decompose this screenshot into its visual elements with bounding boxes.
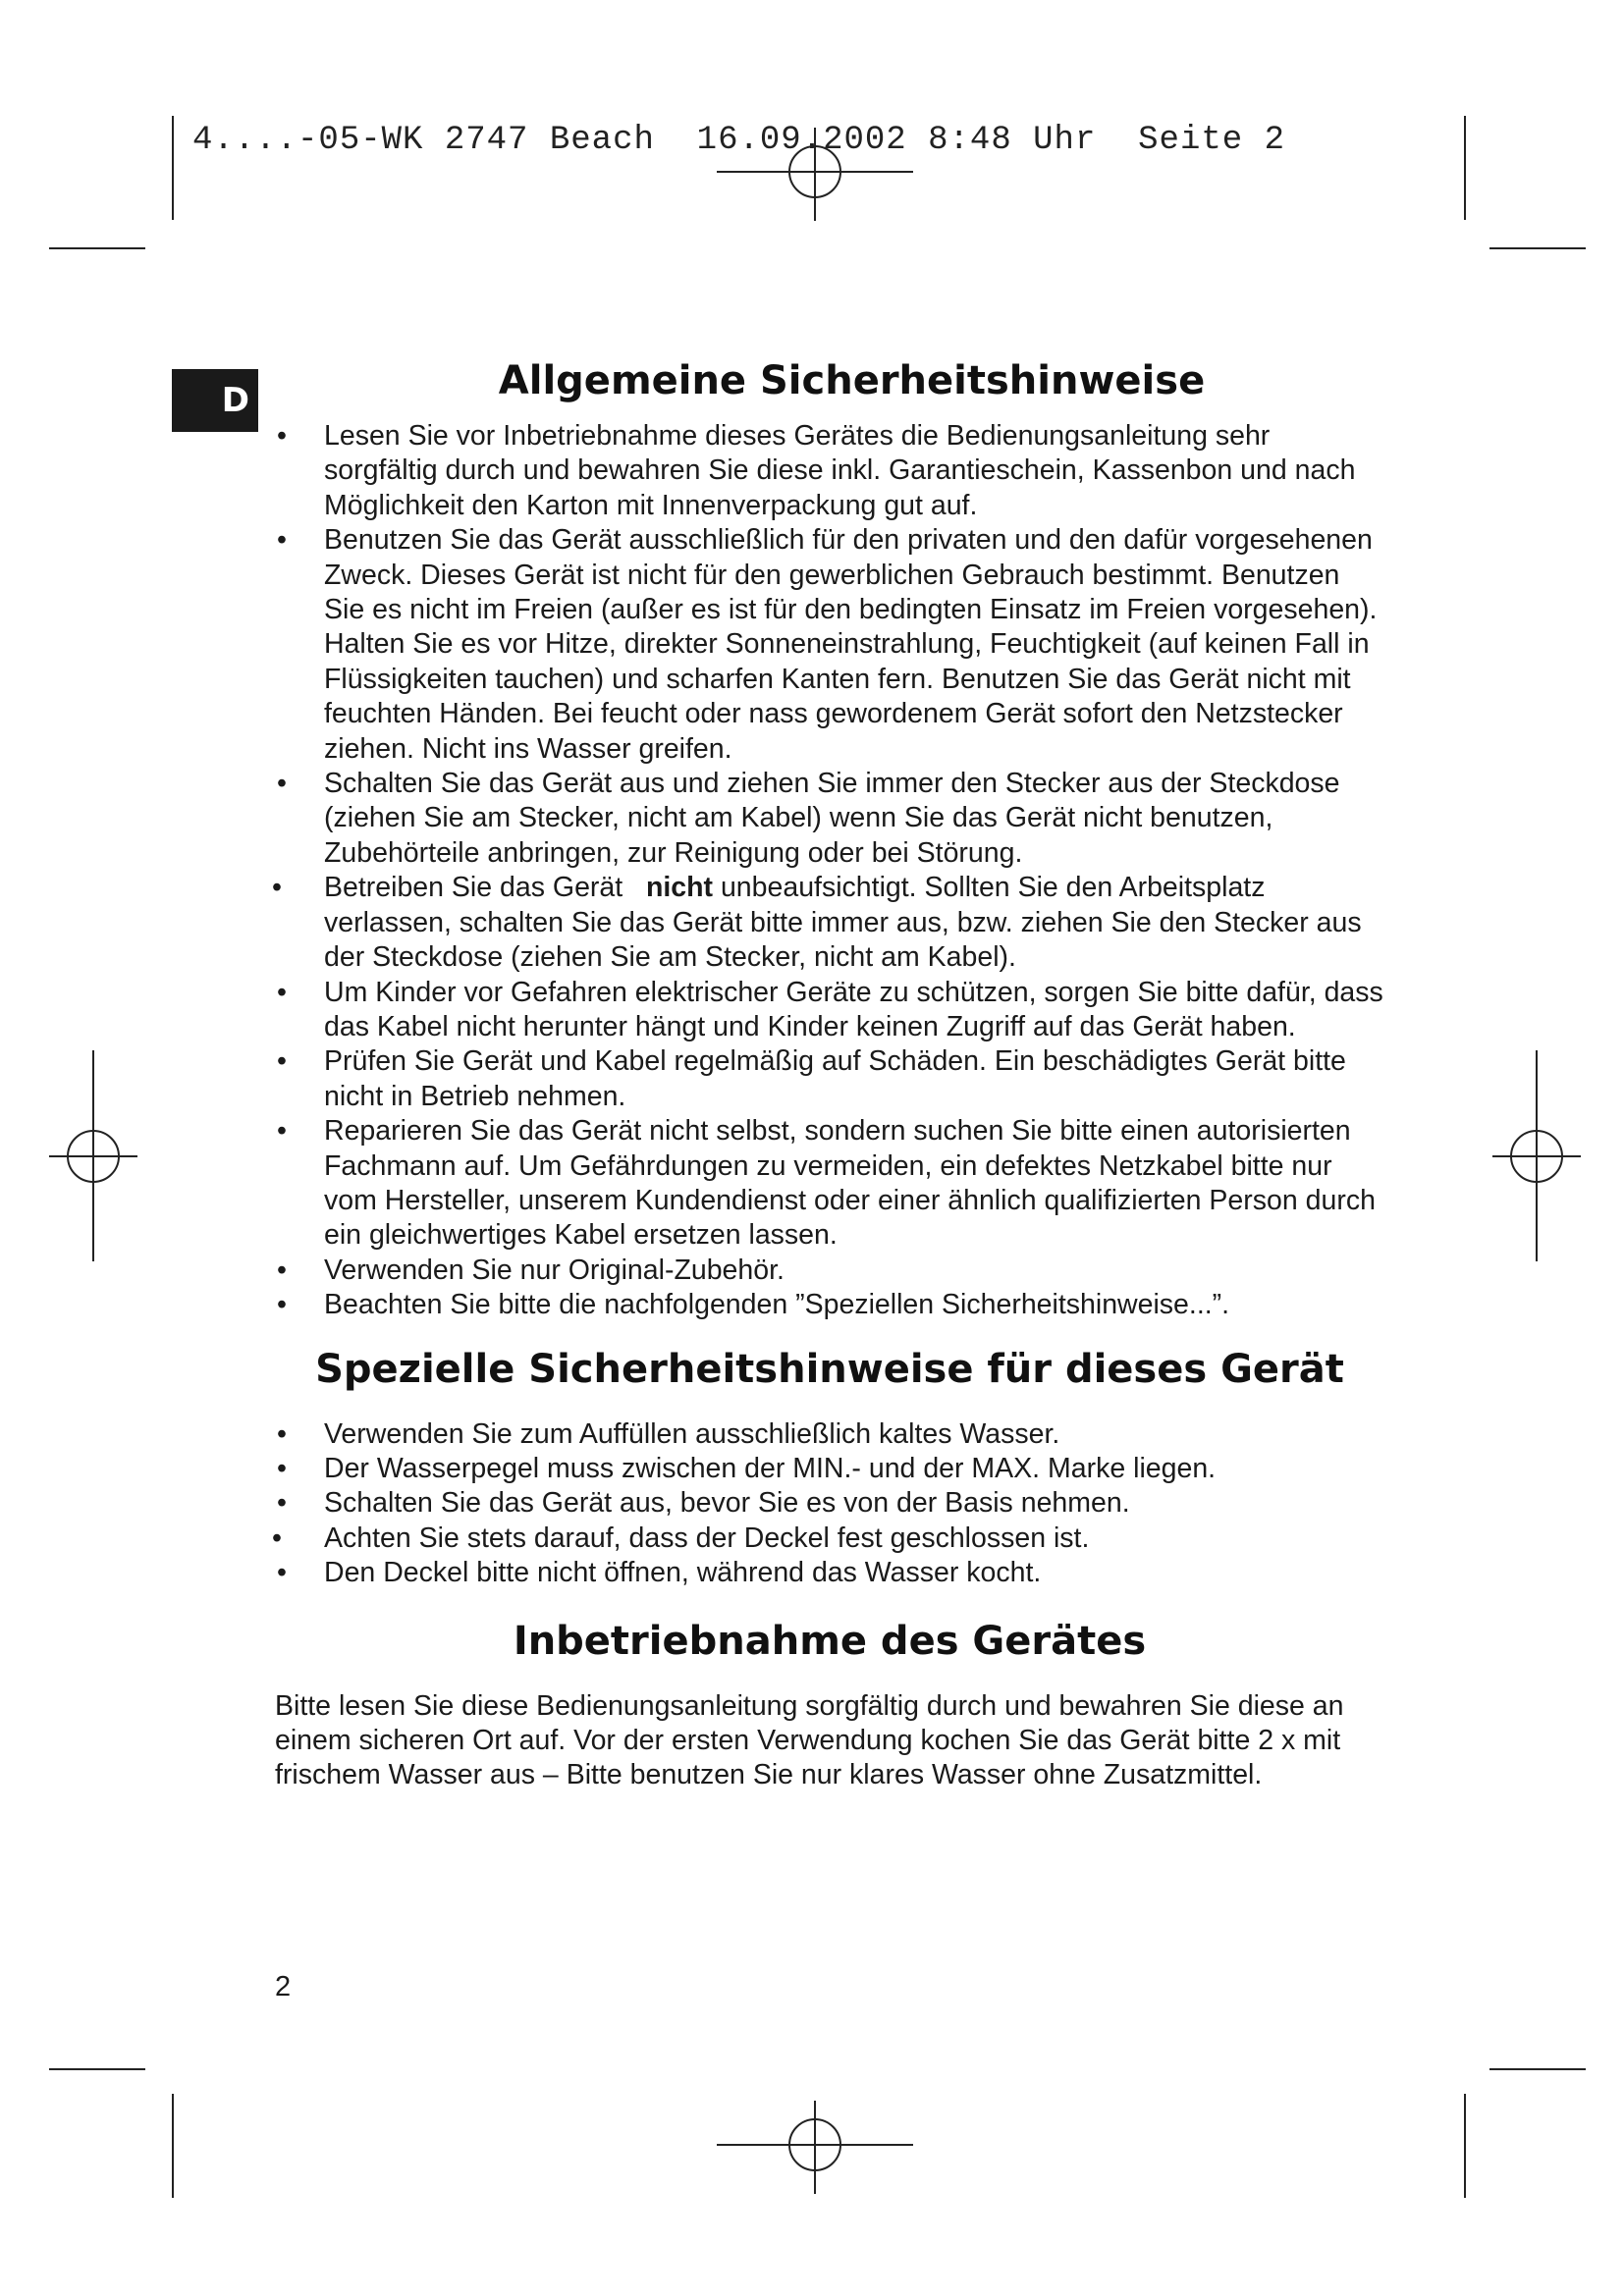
- list-item: • Prüfen Sie Gerät und Kabel regelmäßig auf Schäden. Ein beschädigtes Gerät bitte nicht in Betrieb nehmen.: [275, 1044, 1384, 1114]
- list-item: • Verwenden Sie nur Original-Zubehör.: [275, 1254, 1384, 1288]
- crop-mark: [1489, 247, 1586, 249]
- heading-special-safety: Spezielle Sicherheitshinweise für dieses Gerät: [315, 1346, 1344, 1392]
- special-safety-list: [275, 1417, 1384, 1591]
- item-text: unbeaufsichtigt. Sollten Sie den Arbeitsplatz verlassen, schalten Sie das Gerät bitte immer aus, bzw. ziehen Sie den Stecker aus der Steckdose (ziehen Sie am Stecker, nicht am Kabel).: [324, 872, 1362, 974]
- startup-paragraph: Bitte lesen Sie diese Bedienungsanleitung sorgfältig durch und bewahren Sie diese an einem sicheren Ort auf. Vor der ersten Verwendung kochen Sie das Gerät bitte 2 x mit frischem Wasser aus – Bitte benutzen Sie nur klares Wasser ohne Zusatzmittel.: [275, 1689, 1344, 1791]
- registration-mark: [44, 1050, 142, 1266]
- heading-startup: Inbetriebnahme des Gerätes: [513, 1618, 1147, 1664]
- list-item: • Schalten Sie das Gerät aus, bevor Sie es von der Basis nehmen.: [275, 1486, 1384, 1521]
- crop-mark: [1489, 2068, 1586, 2070]
- list-item: • Achten Sie stets darauf, dass der Deckel fest geschlossen ist.: [275, 1522, 1384, 1556]
- general-safety-list: [275, 419, 1384, 1323]
- list-item: • Benutzen Sie das Gerät ausschließlich für den privaten und den dafür vorgesehenen Zweck. Dieses Gerät ist nicht für den gewerblichen Gebrauch bestimmt. Benutzen Sie es nicht im Freien (außer es ist für den bedingten Einsatz im Freien vorgesehen). Halten Sie es vor Hitze, direkter Sonneneinstrahlung, Feuchtigkeit (auf keinen Fall in Flüssigkeiten tauchen) und scharfen Kanten fern. Benutzen Sie das Gerät nicht mit feuchten Händen. Bei feucht oder nass gewordenem Gerät sofort den Netzstecker ziehen. Nicht ins Wasser greifen.: [275, 523, 1384, 767]
- list-item: • Den Deckel bitte nicht öffnen, während das Wasser kocht.: [275, 1556, 1384, 1590]
- list-item: • Der Wasserpegel muss zwischen der MIN.- und der MAX. Marke liegen.: [275, 1452, 1384, 1486]
- crop-mark: [49, 2068, 145, 2070]
- language-tab: D: [172, 369, 258, 432]
- crop-mark: [172, 116, 174, 220]
- list-item: • Beachten Sie bitte die nachfolgenden ”Speziellen Sicherheitshinweise...”.: [275, 1288, 1384, 1322]
- crop-mark: [172, 2094, 174, 2198]
- list-item: • Verwenden Sie zum Auffüllen ausschließlich kaltes Wasser.: [275, 1417, 1384, 1452]
- page-content: [275, 358, 1384, 1793]
- list-item: • Reparieren Sie das Gerät nicht selbst, sondern suchen Sie bitte einen autorisierten Fachmann auf. Um Gefährdungen zu vermeiden, ein defektes Netzkabel bitte nur vom Hersteller, unserem Kundendienst oder einer ähnlich qualifizierten Person durch ein gleichwertiges Kabel ersetzen lassen.: [275, 1114, 1384, 1254]
- item-text: Betreiben Sie das Gerät: [324, 872, 623, 904]
- emphasis-nicht: nicht: [645, 872, 714, 904]
- list-item: • Um Kinder vor Gefahren elektrischer Geräte zu schützen, sorgen Sie bitte dafür, dass das Kabel nicht herunter hängt und Kinder keinen Zugriff auf das Gerät haben.: [275, 976, 1384, 1045]
- page-number: 2: [275, 1971, 292, 2002]
- list-item: • Lesen Sie vor Inbetriebnahme dieses Gerätes die Bedienungsanleitung sehr sorgfältig durch und bewahren Sie diese inkl. Garantieschein, Kassenbon und nach Möglichkeit den Karton mit Innenverpackung gut auf.: [275, 419, 1384, 523]
- heading-general-safety: Allgemeine Sicherheitshinweise: [498, 358, 1206, 403]
- registration-mark: [707, 2101, 923, 2199]
- crop-mark: [49, 247, 145, 249]
- list-item: • Schalten Sie das Gerät aus und ziehen Sie immer den Stecker aus der Steckdose (ziehen Sie am Stecker, nicht am Kabel) wenn Sie das Gerät nicht benutzen, Zubehörteile anbringen, zur Reinigung oder bei Störung.: [275, 767, 1384, 871]
- crop-mark: [1464, 116, 1466, 220]
- list-item: [275, 871, 1384, 975]
- registration-mark: [1488, 1050, 1586, 1266]
- print-slug: 4....-05-WK 2747 Beach 16.09.2002 8:48 Uhr Seite 2: [192, 122, 1285, 159]
- crop-mark: [1464, 2094, 1466, 2198]
